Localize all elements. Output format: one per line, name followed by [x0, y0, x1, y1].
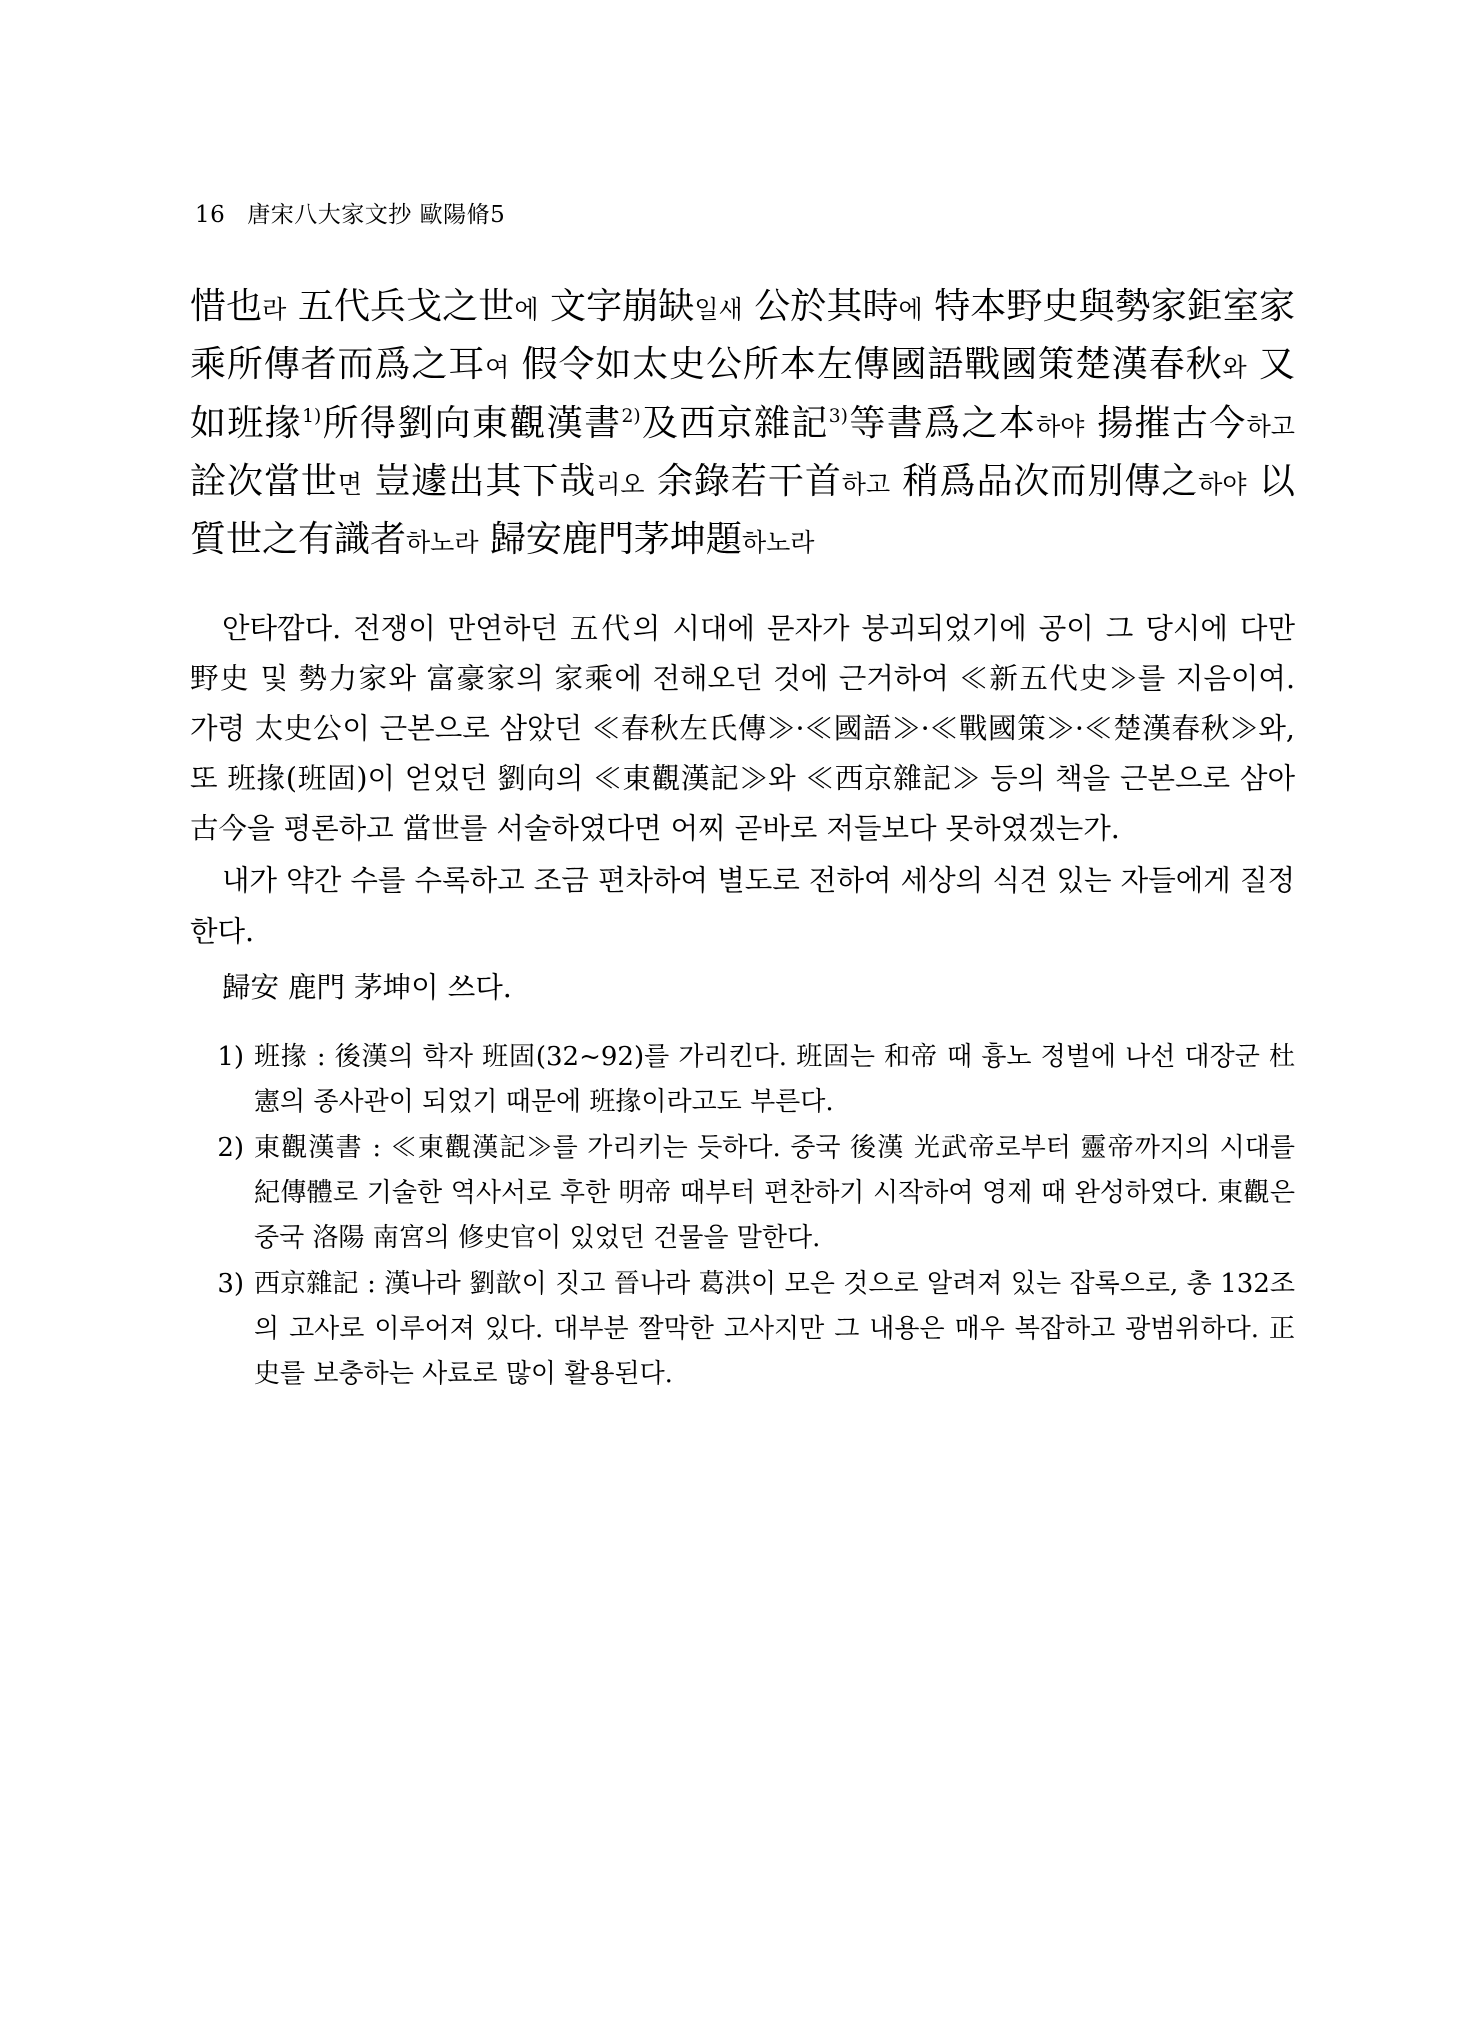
footnote-item — [208, 1262, 1295, 1396]
footnote-text: 西京雜記 : 漢나라 劉歆이 짓고 晉나라 葛洪이 모은 것으로 알려져 있는 잡록으로, 총 132조의 고사로 이루어져 있다. 대부분 짤막한 고사지만 그 내용은 매우 복잡하고 광범위하다. 正史를 보충하는 사료로 많이 활용된다. — [254, 1269, 1295, 1389]
footnote-text: 東觀漢書 : ≪東觀漢記≫를 가리키는 듯하다. 중국 後漢 光武帝로부터 靈帝까지의 시대를 紀傳體로 기술한 역사서로 후한 明帝 때부터 편찬하기 시작하여 영제 때 완성하였다. 東觀은 중국 洛陽 南宮의 修史官이 있었던 건물을 말한다. — [254, 1133, 1295, 1253]
translation-paragraph-1: 안타깝다. 전쟁이 만연하던 五代의 시대에 문자가 붕괴되었기에 공이 그 당시에 다만 野史 및 勢力家와 富豪家의 家乘에 전해오던 것에 근거하여 ≪新五代史≫를 지음이여. 가령 太史公이 근본으로 삼았던 ≪春秋左氏傳≫·≪國語≫·≪戰國策≫·≪楚漢春秋≫와, 또 班掾(班固)이 얻었던 劉向의 ≪東觀漢記≫와 ≪西京雜記≫ 등의 책을 근본으로 삼아 古今을 평론하고 當世를 서술하였다면 어찌 곧바로 저들보다 못하였겠는가. — [190, 611, 1295, 846]
footnote-item — [208, 1035, 1295, 1124]
page-header — [195, 196, 505, 229]
running-title: 唐宋八大家文抄 歐陽脩5 — [247, 202, 506, 228]
footnote-marker: 3) — [217, 1269, 244, 1300]
footnote-text: 班掾 : 後漢의 학자 班固(32~92)를 가리킨다. 班固는 和帝 때 흉노 정벌에 나선 대장군 杜憲의 종사관이 되었기 때문에 班掾이라고도 부른다. — [254, 1041, 1295, 1117]
footnote-ref-2[interactable]: 2) — [621, 405, 641, 427]
page-number: 16 — [195, 202, 226, 228]
footnote-marker: 2) — [217, 1133, 244, 1164]
footnote-list — [190, 1035, 1295, 1397]
source-line: 惜也 — [190, 286, 263, 327]
source-text-block: 惜也라 五代兵戈之世에 文字崩缺일새 公於其時에 特本野史與勢家鉅室家乘所傳者而爲之耳여 假令如太史公所本左傳國語戰國策楚漢春秋와 又如班掾$^{1)}$所得劉向東觀漢書$^{2)}$及西京雜記$^{3)}$等書爲之本하야 揚摧古今하고 詮次當世면 豈遽出其下哉리오 余錄若干首하고 稍爲品次而別傳之하야 以質世之有識者하노라 歸安鹿門茅坤題하노라 — [190, 286, 1295, 561]
footnote-item — [208, 1126, 1295, 1260]
footnote-marker: 1) — [217, 1041, 244, 1072]
footnote-ref-3[interactable]: 3) — [828, 405, 848, 427]
page-content — [190, 278, 1295, 1399]
translation-paragraph-2: 내가 약간 수를 수록하고 조금 편차하여 별도로 전하여 세상의 식견 있는 자들에게 질정한다. — [190, 864, 1295, 948]
translation-signature: 歸安 鹿門 茅坤이 쓰다. — [222, 970, 512, 1004]
footnote-ref-1[interactable]: 1) — [302, 405, 322, 427]
